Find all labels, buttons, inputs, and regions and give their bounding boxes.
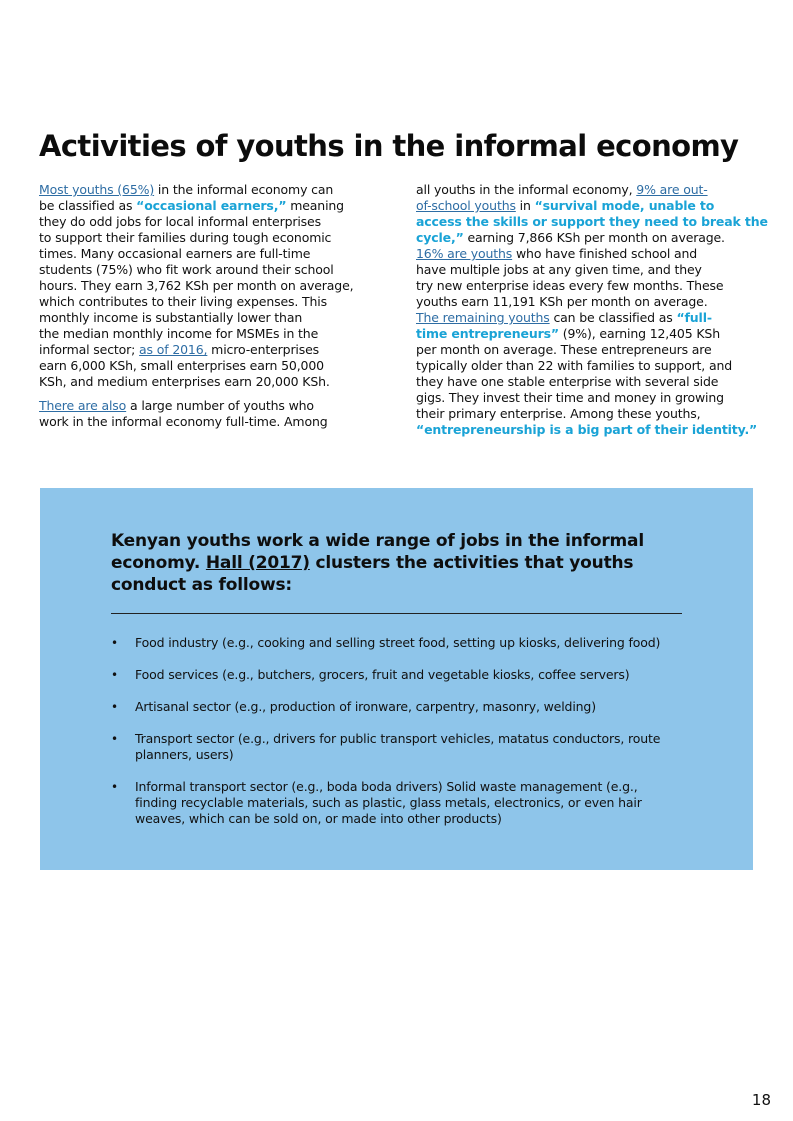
list-item <box>111 667 711 683</box>
occasional-earners-highlight: “occasional earners,” <box>136 198 287 213</box>
right-column <box>416 182 768 446</box>
most-youths-link[interactable]: Most youths (65%) <box>39 182 155 197</box>
hall-2017-link[interactable]: Hall (2017) <box>205 553 310 573</box>
list-item-text: Food services (e.g., butchers, grocers, fruit and vegetable kiosks, coffee servers) <box>135 667 630 682</box>
bullet-icon: • <box>111 636 118 650</box>
page-title: Activities of youths in the informal economy <box>39 129 739 163</box>
list-item <box>111 699 711 715</box>
list-item-text: finding recyclable materials, such as plastic, glass metals, electronics, or even hair <box>135 795 642 810</box>
list-item-text: Artisanal sector (e.g., production of ironware, carpentry, masonry, welding) <box>135 699 596 714</box>
callout-divider <box>111 613 682 614</box>
remaining-youths-link[interactable]: The remaining youths <box>416 310 550 325</box>
list-item-text: weaves, which can be sold on, or made into other products) <box>135 811 502 826</box>
bullet-icon: • <box>111 780 118 794</box>
survival-mode-highlight-cont: access the skills or support they need to break the <box>416 214 768 229</box>
sixteen-percent-youths-link[interactable]: 16% are youths <box>416 246 513 261</box>
list-item <box>111 779 711 827</box>
left-column <box>39 182 367 438</box>
paragraph-occasional-earners: Most youths (65%) in the informal economy can be classified as “occasional earners,” meaning they do odd jobs for local informal enterprises to support their families during tough economic times. Many occasional earners are full-time students (75%) who fit work around their school hours. They earn 3,762 KSh per month on average, which contributes to their living expenses. This monthly income is substantially lower than the median monthly income for MSMEs in the informal sector; as of 2016, micro-enterprises earn 6,000 KSh, small enterprises earn 50,000 KSh, and medium enterprises earn 20,000 KSh. <box>39 182 354 389</box>
as-of-2016-link[interactable]: as of 2016, <box>139 342 208 357</box>
list-item-text: Informal transport sector (e.g., boda boda drivers) Solid waste management (e.g., <box>135 779 638 794</box>
list-item-text: Transport sector (e.g., drivers for public transport vehicles, matatus conductors, route <box>135 731 661 746</box>
bullet-icon: • <box>111 732 118 746</box>
list-item-text: planners, users) <box>135 747 234 762</box>
bullet-icon: • <box>111 700 118 714</box>
list-item <box>111 731 711 763</box>
identity-highlight: “entrepreneurship is a big part of their identity.” <box>416 422 758 437</box>
list-item <box>111 635 711 651</box>
paragraph-full-time-youths: There are also a large number of youths who work in the informal economy full-time. Among <box>39 398 328 429</box>
full-time-entrepreneurs-highlight: “full- <box>676 310 712 325</box>
paragraph-youth-segments: all youths in the informal economy, 9% are out- of-school youths in “survival mode, unable to access the skills or support they need to break the cycle,” earning 7,866 KSh per month on average. 16% are youths who have finished school and have multiple jobs at any given time, and they try new enterprise ideas every few months. These youths earn 11,191 KSh per month on average. The remaining youths can be classified as “full- time entrepreneurs” (9%), earning 12,405 KSh per month on average. These entrepreneurs are typically older than 22 with families to support, and they have one stable enterprise with several side gigs. They invest their time and money in growing their primary enterprise. Among these youths, “entrepreneurship is a big part of their identity.” <box>416 182 768 437</box>
activity-list <box>111 635 711 843</box>
out-of-school-youths-link[interactable]: 9% are out- <box>636 182 708 197</box>
survival-mode-highlight: “survival mode, unable to <box>534 198 715 213</box>
bullet-icon: • <box>111 668 118 682</box>
there-are-also-link[interactable]: There are also <box>39 398 127 413</box>
callout-title: Kenyan youths work a wide range of jobs in the informal economy. Hall (2017) clusters the activities that youths conduct as follows: <box>111 531 644 595</box>
list-item-text: Food industry (e.g., cooking and selling street food, setting up kiosks, delivering food) <box>135 635 661 650</box>
page-number: 18 <box>751 1091 771 1109</box>
activities-callout-box <box>40 488 753 870</box>
out-of-school-youths-link-cont[interactable]: of-school youths <box>416 198 516 213</box>
